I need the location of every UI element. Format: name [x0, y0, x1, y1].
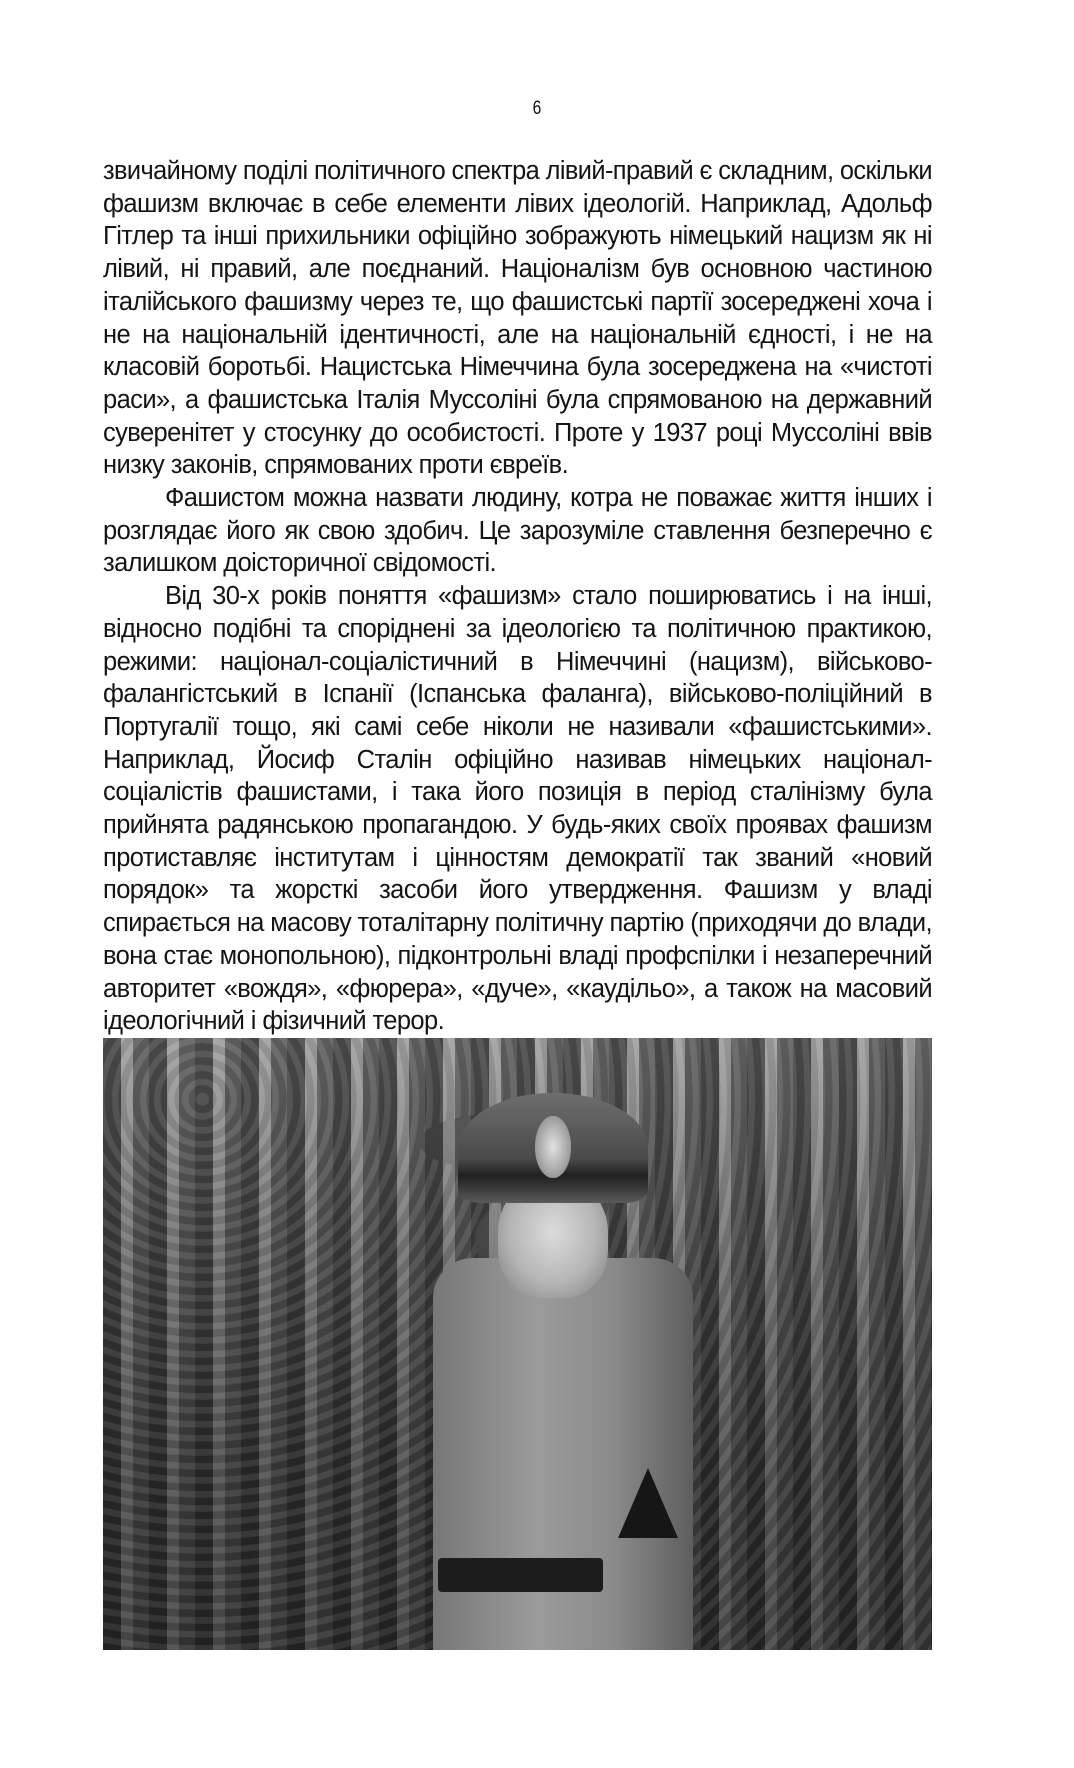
text-line: низку законів, спрямованих проти євреїв.: [103, 451, 569, 480]
text-line: Від 30-х років поняття «фашизм» стало поширюватись і на інші,: [165, 582, 932, 611]
page-number: 6: [532, 98, 542, 119]
text-line: залишком доісторичної свідомості.: [103, 549, 497, 578]
text-line: фашизм включає в себе елементи лівих ідеологій. Наприклад, Адольф: [103, 189, 932, 218]
text-line: порядок» та жорсткі засоби його утвердження. Фашизм у владі: [103, 876, 932, 905]
text-line: лівий, ні правий, але поєднаний. Націоналізм був основною частиною: [103, 255, 932, 284]
text-line: Наприклад, Йосиф Сталін офіційно називав німецьких націонал-: [103, 745, 932, 774]
text-line: прийнята радянською пропагандою. У будь-яких своїх проявах фашизм: [103, 811, 932, 840]
text-line: не на національній ідентичності, але на національній єдності, і не на: [103, 320, 932, 349]
text-line: режими: націонал-соціалістичний в Німеччині (нацизм), військово-: [103, 647, 932, 676]
text-line: Португалії тощо, які самі себе ніколи не називали «фашистськими».: [103, 712, 932, 741]
paragraph-2: [103, 482, 932, 580]
text-line: відносно подібні та споріднені за ідеологією та політичною практикою,: [103, 614, 932, 643]
text-line: вона стає монопольною), підконтрольні владі профспілки і незаперечний: [103, 941, 932, 970]
historical-photograph: [103, 1038, 932, 1650]
text-line: соціалістів фашистами, і така його позиція в період сталінізму була: [103, 778, 932, 807]
text-line: спирається на масову тоталітарну політичну партію (приходячи до влади,: [103, 909, 932, 938]
text-line: авторитет «вождя», «фюрера», «дуче», «каудільо», а також на масовий: [103, 974, 932, 1003]
text-line: ідеологічний і фізичний терор.: [103, 1007, 445, 1036]
text-line: Фашистом можна назвати людину, котра не поважає життя інших і: [165, 484, 932, 513]
text-line: раси», а фашистська Італія Муссоліні була спрямованою на державний: [103, 385, 932, 414]
text-line: звичайному поділі політичного спектра лівий-правий є складним, оскільки: [103, 157, 932, 185]
belt: [438, 1558, 603, 1592]
text-line: фалангістський в Іспанії (Іспанська фаланга), військово-поліційний в: [103, 680, 932, 709]
text-line: суверенітет у стосунку до особистості. Проте у 1937 році Муссоліні ввів: [103, 418, 932, 447]
paragraph-3: [103, 580, 932, 1038]
text-line: розглядає його як свою здобич. Це зарозуміле ставлення безперечно є: [103, 516, 932, 545]
paragraph-1: [103, 155, 932, 482]
eagle-badge-icon: [535, 1116, 571, 1178]
body-text: [103, 155, 932, 1038]
text-line: Гітлер та інші прихильники офіційно зображують німецький нацизм як ні: [103, 222, 932, 251]
text-line: італійського фашизму через те, що фашистські партії зосереджені хоча і: [103, 287, 932, 316]
text-line: протиставляє інститутам і цінностям демократії так званий «новий: [103, 843, 932, 872]
text-line: класовій боротьбі. Нацистська Німеччина була зосереджена на «чистоті: [103, 353, 932, 382]
